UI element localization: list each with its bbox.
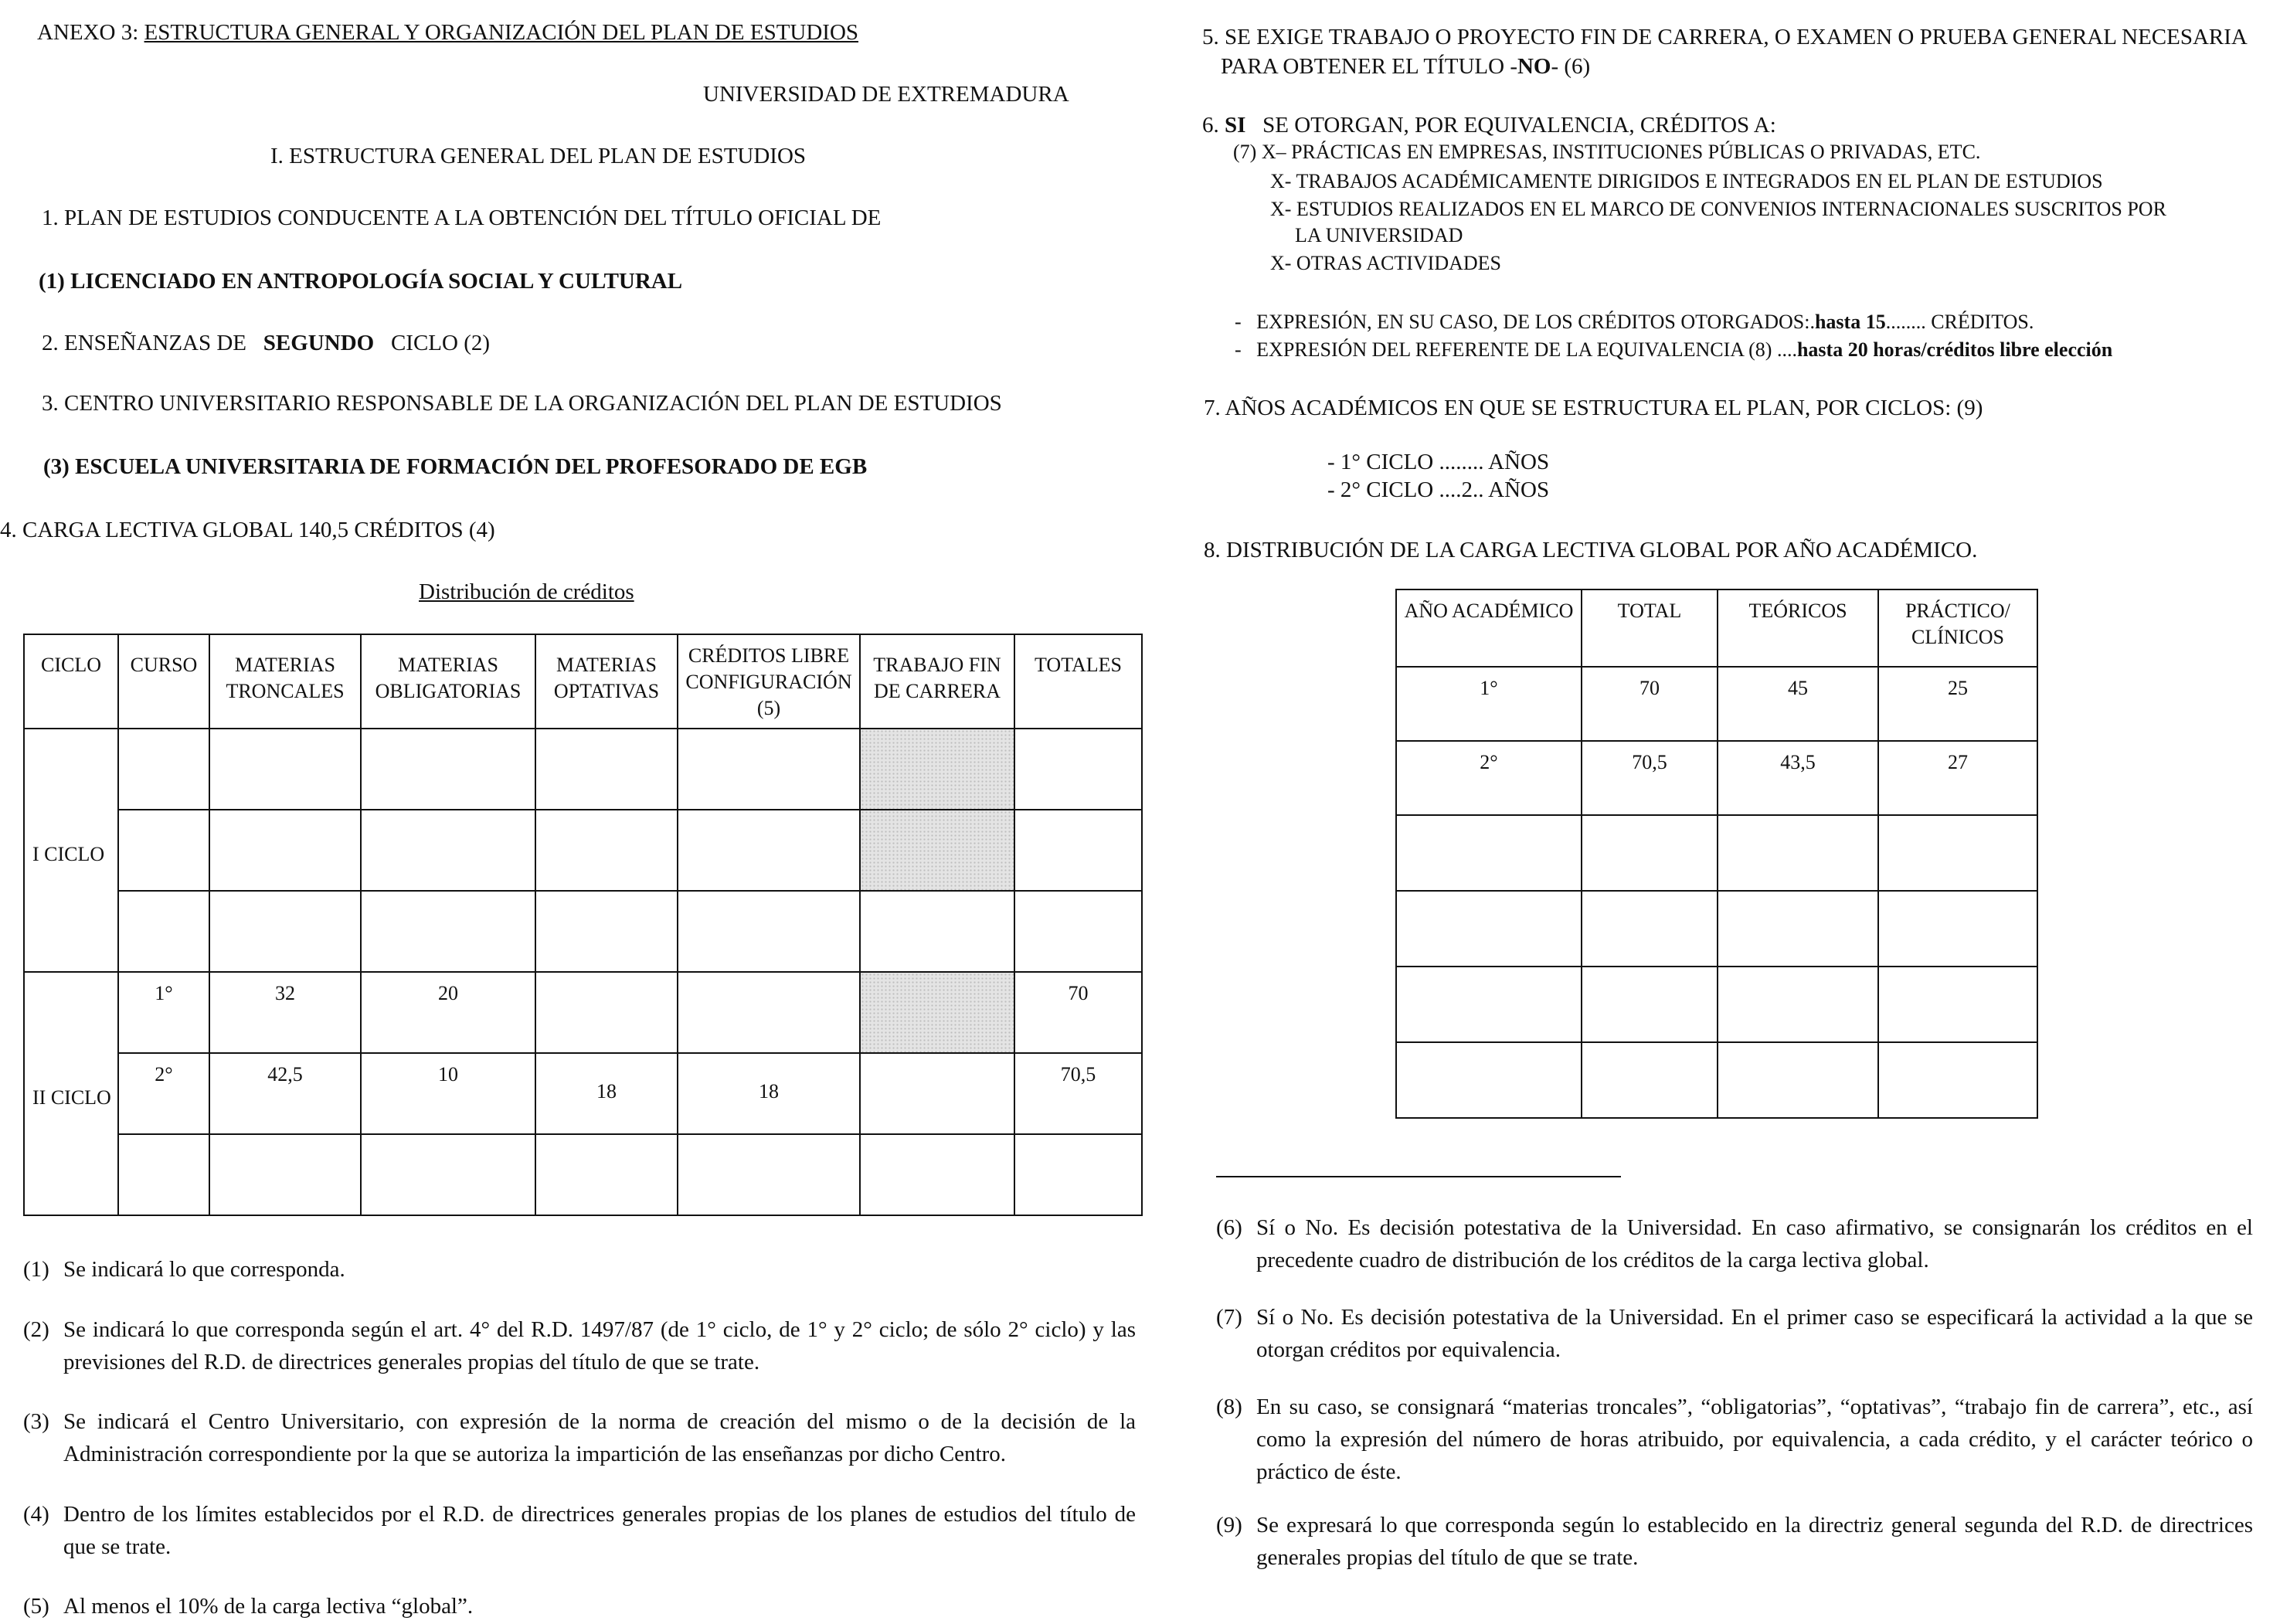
footnote-8: (8) En su caso, se consignará “materias troncales”, “obligatorias”, “optativas”, “trabajo fin de carrera”, etc., así como la expresión del número de horas atribuido, por equivalencia, a cada crédito, y el carácter teórico o práctico de éste. [1216,1395,2253,1485]
item-6-list-2: X- TRABAJOS ACADÉMICAMENTE DIRIGIDOS E INTEGRADOS EN EL PLAN DE ESTUDIOS [1270,170,2103,192]
footnote-6: (6) Sí o No. Es decisión potestativa de la Universidad. En caso afirmativo, se consignarán los créditos en el precedente cuadro de distribución de los créditos de la carga lectiva global. [1216,1215,2253,1273]
item-6-answer: SI [1225,113,1246,138]
cycle-2-label: II CICLO [24,972,118,1215]
equivalence-value: hasta 20 horas/créditos libre elección [1796,338,2113,361]
header-teoricos: TEÓRICOS [1718,589,1878,667]
footnote-2: (2) Se indicará lo que corresponda según el art. 4° del R.D. 1497/87 (de 1° ciclo, de 1° y 2° ciclo; de sólo 2° ciclo) y las previsiones del R.D. de directrices generales propias del título de que se trate. [23,1317,1136,1375]
table-header-row [24,634,1142,729]
item-2-prefix: 2. ENSEÑANZAS DE [42,331,247,355]
item-6-list-4: LA UNIVERSIDAD [1295,224,1463,246]
item-6-list-1: (7) X– PRÁCTICAS EN EMPRESAS, INSTITUCIONES PÚBLICAS O PRIVADAS, ETC. [1233,141,1981,163]
footnote-5: (5) Al menos el 10% de la carga lectiva “global”. [23,1594,474,1619]
header-trabajo-fin: TRABAJO FIN DE CARRERA [860,634,1014,729]
header-ciclo: CICLO [24,634,118,729]
annex-prefix: ANEXO 3: [37,20,139,45]
header-optativas: MATERIAS OPTATIVAS [535,634,678,729]
item-7: 7. AÑOS ACADÉMICOS EN QUE SE ESTRUCTURA EL PLAN, POR CICLOS: (9) [1204,396,1983,420]
cycle-2-years: - 2° CICLO ....2.. AÑOS [1327,477,1550,502]
header-practico: PRÁCTICO/ CLÍNICOS [1878,589,2037,667]
row1-curso: 1° [118,972,209,1053]
header-obligatorias: MATERIAS OBLIGATORIAS [361,634,535,729]
item-5-line-1: 5. SE EXIGE TRABAJO O PROYECTO FIN DE CARRERA, O EXAMEN O PRUEBA GENERAL NECESARIA [1202,25,2248,49]
table-row [1396,891,2037,967]
table-row [24,1134,1142,1215]
item-2-suffix: CICLO (2) [390,331,491,355]
credit-distribution-table [23,634,1143,1216]
header-ano-academico: AÑO ACADÉMICO [1396,589,1582,667]
cycle-1-label: I CICLO [24,729,118,972]
item-5-line-2: PARA OBTENER EL TÍTULO -NO- (6) [1221,54,1591,79]
row1-obligatorias: 20 [361,972,535,1053]
credits-expression: - EXPRESIÓN, EN SU CASO, DE LOS CRÉDITOS OTORGADOS:.hasta 15........ CRÉDITOS. [1235,311,2034,333]
credits-amount: hasta 15 [1814,311,1886,333]
item-2-value: SEGUNDO [263,331,375,355]
header-curso: CURSO [118,634,209,729]
header-totales: TOTALES [1014,634,1142,729]
item-6: 6. SI SE OTORGAN, POR EQUIVALENCIA, CRÉDITOS A: [1202,113,1776,138]
row2-optativas: 18 [535,1053,678,1134]
academic-year-table [1395,589,2038,1119]
table-row [24,729,1142,810]
table-row [24,1053,1142,1134]
footnote-divider [1216,1176,1621,1177]
item-1: 1. PLAN DE ESTUDIOS CONDUCENTE A LA OBTENCIÓN DEL TÍTULO OFICIAL DE [42,206,882,230]
item-5-answer: NO [1517,54,1551,79]
table-row [24,810,1142,891]
table-row: 1° 70 45 25 [1396,667,2037,741]
table-row: 2° 70,5 43,5 27 [1396,741,2037,815]
cycle-1-years: - 1° CICLO ........ AÑOS [1327,450,1550,474]
header-troncales: MATERIAS TRONCALES [209,634,361,729]
footnote-1: (1) Se indicará lo que corresponda. [23,1257,345,1282]
table-row [1396,1042,2037,1118]
item-3: 3. CENTRO UNIVERSITARIO RESPONSABLE DE LA ORGANIZACIÓN DEL PLAN DE ESTUDIOS [42,391,1002,416]
row2-libre: 18 [678,1053,860,1134]
row1-totales: 70 [1014,972,1142,1053]
annex-title: ESTRUCTURA GENERAL Y ORGANIZACIÓN DEL PLAN DE ESTUDIOS [144,20,859,45]
item-8: 8. DISTRIBUCIÓN DE LA CARGA LECTIVA GLOBAL POR AÑO ACADÉMICO. [1204,538,1978,562]
item-2 [42,331,490,356]
centre-name: (3) ESCUELA UNIVERSITARIA DE FORMACIÓN DEL PROFESORADO DE EGB [43,454,868,479]
table-row [24,891,1142,972]
footnote-3: (3) Se indicará el Centro Universitario, con expresión de la norma de creación del mismo o de la decisión de la Administración correspondiente por la que se autoriza la impartición de las enseñanzas por dicho Centro. [23,1409,1136,1467]
header-libre-configuracion: CRÉDITOS LIBRE CONFIGURACIÓN (5) [678,634,860,729]
table-row [1396,967,2037,1042]
header-total: TOTAL [1582,589,1718,667]
table-row [1396,815,2037,891]
row2-troncales: 42,5 [209,1053,361,1134]
table-row [24,972,1142,1053]
footnote-9: (9) Se expresará lo que corresponda según lo establecido en la directriz general segunda del R.D. de directrices generales propias del título de que se trate. [1216,1513,2253,1571]
item-4: 4. CARGA LECTIVA GLOBAL 140,5 CRÉDITOS (4) [0,518,495,542]
footnote-7: (7) Sí o No. Es decisión potestativa de la Universidad. En el primer caso se especificará la actividad a la que se otorgan créditos por equivalencia. [1216,1305,2253,1363]
item-6-list-5: X- OTRAS ACTIVIDADES [1270,252,1501,274]
item-6-list-3: X- ESTUDIOS REALIZADOS EN EL MARCO DE CONVENIOS INTERNACIONALES SUSCRITOS POR [1270,198,2166,220]
equivalence-expression: - EXPRESIÓN DEL REFERENTE DE LA EQUIVALENCIA (8) ....hasta 20 horas/créditos libre elección [1235,338,2113,361]
university-name: UNIVERSIDAD DE EXTREMADURA [703,82,1069,107]
year-table-header [1396,589,2037,667]
degree-title: (1) LICENCIADO EN ANTROPOLOGÍA SOCIAL Y CULTURAL [39,269,683,294]
table-caption: Distribución de créditos [419,579,634,604]
row2-obligatorias: 10 [361,1053,535,1134]
row2-totales: 70,5 [1014,1053,1142,1134]
footnote-4: (4) Dentro de los límites establecidos por el R.D. de directrices generales propias de los planes de estudios del título de que se trate. [23,1502,1136,1560]
row2-curso: 2° [118,1053,209,1134]
section-title: I. ESTRUCTURA GENERAL DEL PLAN DE ESTUDIOS [270,144,807,168]
row1-troncales: 32 [209,972,361,1053]
annex-heading [37,20,858,46]
